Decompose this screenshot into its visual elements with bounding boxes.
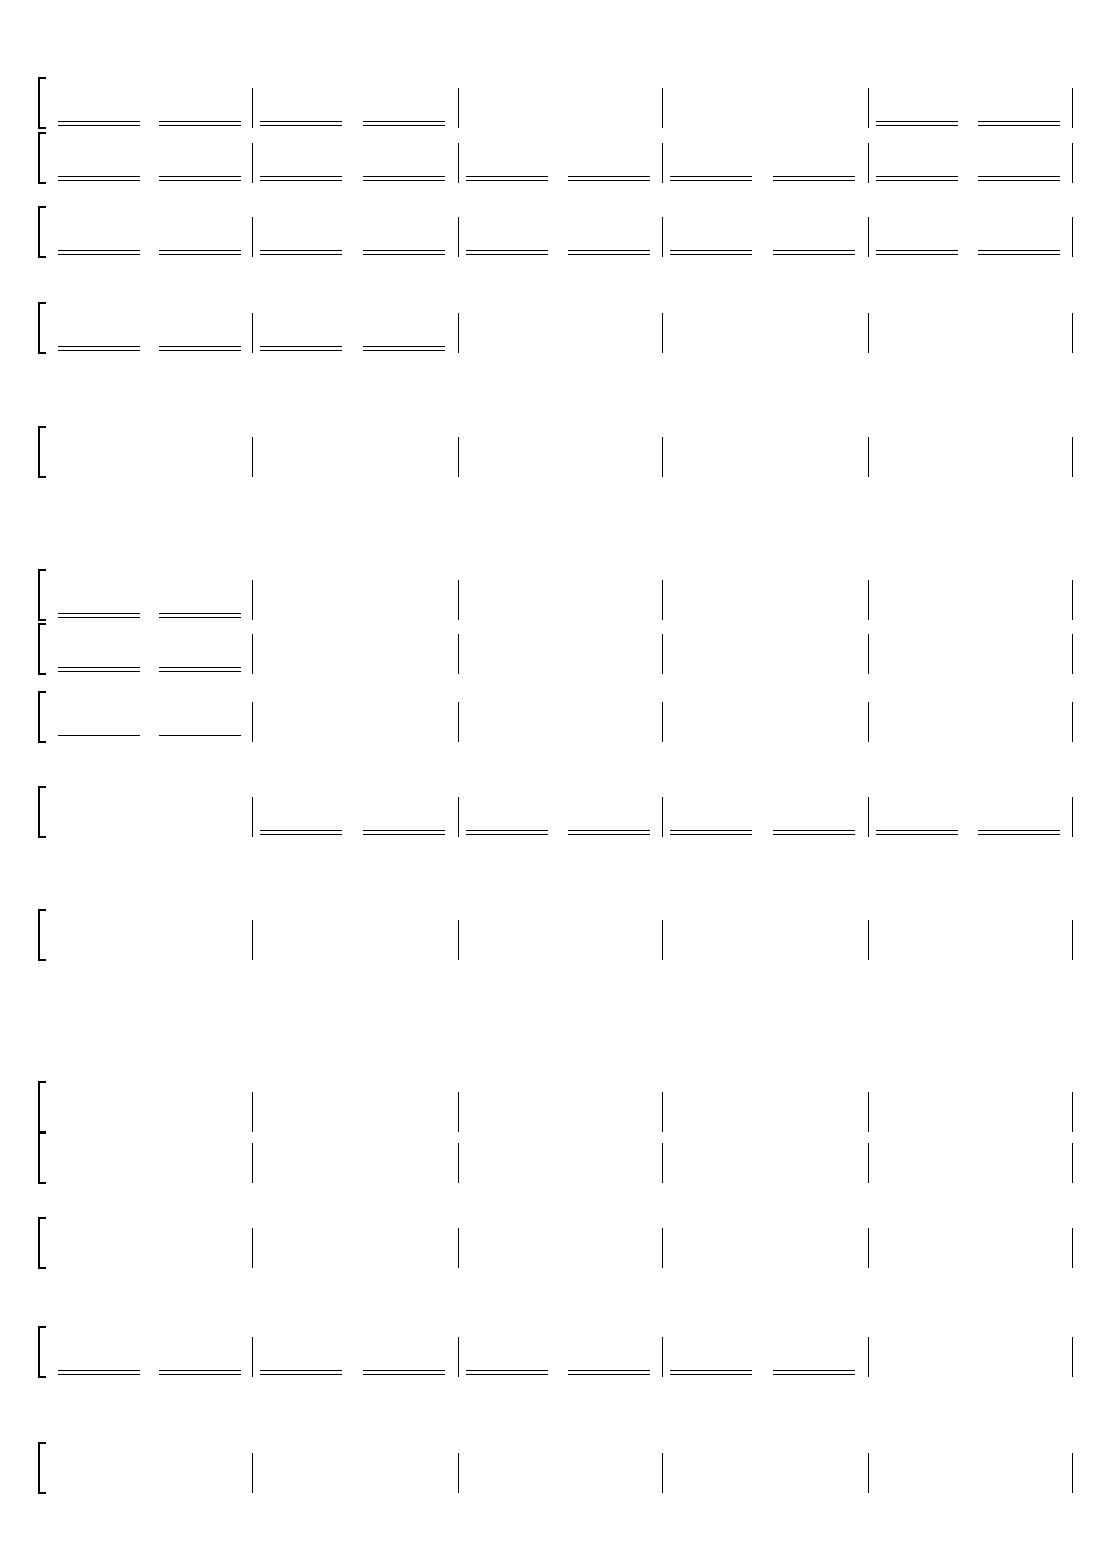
barline <box>252 1228 253 1268</box>
beam-line <box>159 1374 241 1375</box>
beam-line <box>773 1370 855 1371</box>
barline <box>662 1337 663 1377</box>
beam-line <box>58 1370 140 1371</box>
barline <box>458 1228 459 1268</box>
beam-line <box>363 1374 445 1375</box>
barline <box>1072 1228 1073 1268</box>
barline <box>1072 1453 1073 1493</box>
barline <box>868 1453 869 1493</box>
staff-bracket <box>38 1443 50 1493</box>
barline <box>458 1337 459 1377</box>
staff-bracket <box>38 1218 50 1268</box>
barline <box>662 1453 663 1493</box>
staff-bracket <box>38 1133 50 1183</box>
barline <box>252 1337 253 1377</box>
beam-line <box>466 1370 548 1371</box>
barline <box>458 1143 459 1183</box>
beam-line <box>260 1370 342 1371</box>
barline <box>868 1228 869 1268</box>
beam-line <box>363 1370 445 1371</box>
beam-line <box>260 1374 342 1375</box>
beam-line <box>670 1370 752 1371</box>
beam-line <box>773 1374 855 1375</box>
barline <box>252 1143 253 1183</box>
barline <box>662 1143 663 1183</box>
barline <box>868 1092 869 1132</box>
barline <box>252 1092 253 1132</box>
beam-line <box>159 1370 241 1371</box>
beam-line <box>568 1374 650 1375</box>
barline <box>868 1337 869 1377</box>
barline <box>1072 1092 1073 1132</box>
beam-line <box>466 1374 548 1375</box>
barline <box>1072 1337 1073 1377</box>
barline <box>458 1092 459 1132</box>
barline <box>868 1143 869 1183</box>
beam-line <box>568 1370 650 1371</box>
staff-bracket <box>38 1082 50 1132</box>
beam-line <box>670 1374 752 1375</box>
barline <box>458 1453 459 1493</box>
beam-line <box>58 1374 140 1375</box>
barline <box>252 1453 253 1493</box>
barline <box>1072 1143 1073 1183</box>
barline <box>662 1092 663 1132</box>
staff-bracket <box>38 1327 50 1377</box>
barline <box>662 1228 663 1268</box>
